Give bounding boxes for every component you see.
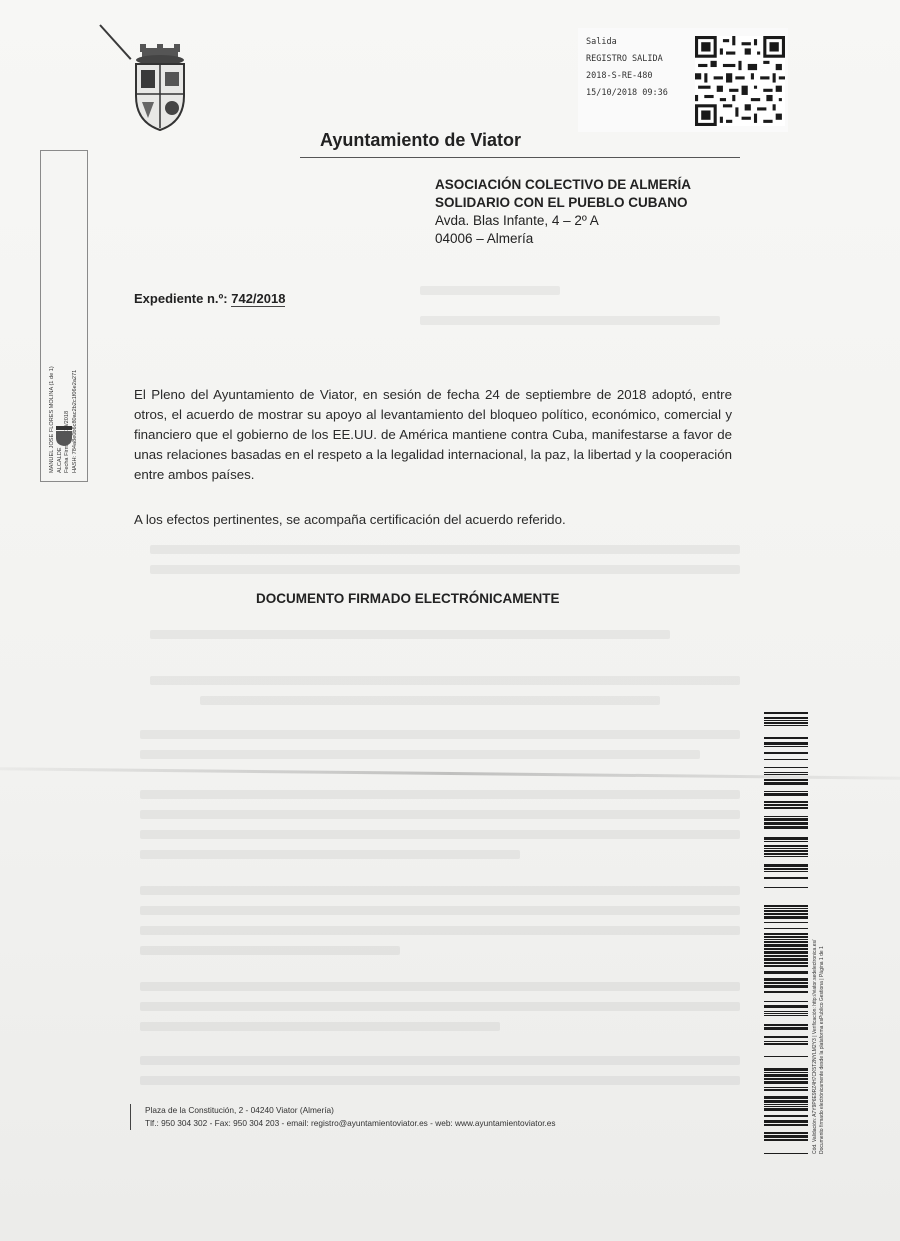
- signature-line: ALCALDE: [56, 447, 63, 473]
- qr-code-icon: [695, 36, 785, 126]
- recipient-line: SOLIDARIO CON EL PUEBLO CUBANO: [435, 195, 688, 210]
- show-through: [150, 545, 740, 554]
- expediente-label: Expediente n.º:: [134, 291, 228, 306]
- barcode-caption-line: Cód. Validación: A7Y9P6E9RZ4H7CK5T2NYLM2Y3 | Verificación: http://viator.sedelectronica.es/: [812, 939, 818, 1154]
- stamp-line: 15/10/2018 09:36: [586, 88, 668, 98]
- show-through: [140, 750, 700, 759]
- stamp-line: REGISTRO SALIDA: [586, 54, 663, 64]
- signature-sidebar: [40, 150, 88, 482]
- emblem-icon: [53, 425, 75, 447]
- page-title: Ayuntamiento de Viator: [320, 130, 522, 150]
- stamp-line: 2018-S-RE-480: [586, 71, 653, 81]
- show-through: [140, 946, 400, 955]
- show-through: [420, 316, 720, 325]
- expediente-number: 742/2018: [231, 291, 286, 306]
- barcode-caption: [812, 704, 825, 1154]
- show-through: [140, 830, 740, 839]
- show-through: [200, 696, 660, 705]
- show-through: [140, 850, 520, 859]
- show-through: [140, 810, 740, 819]
- show-through: [140, 1002, 740, 1011]
- title-divider: [300, 157, 740, 158]
- show-through: [150, 630, 670, 639]
- coat-of-arms-icon: [128, 44, 192, 132]
- registry-stamp: [578, 28, 788, 132]
- show-through: [140, 1056, 740, 1065]
- recipient-address: [435, 176, 691, 248]
- body-paragraph: El Pleno del Ayuntamiento de Viator, en sesión de fecha 24 de septiembre de 2018 adoptó, entre otros, el acuerdo de mostrar su apoyo al levantamiento del bloqueo político, económico, comercial y financiero que el gobierno de los EE.UU. de América mantiene contra Cuba, manifestarse a favor de unas relaciones basadas en el respeto a la legalidad internacional, la paz, la libertad y la cooperación entre ambos países.: [134, 387, 732, 482]
- show-through: [140, 926, 740, 935]
- show-through: [140, 906, 740, 915]
- footer-contact: Tlf.: 950 304 302 - Fax: 950 304 203 - email: registro@ayuntamientoviator.es - web: www.ayuntamientoviator.es: [145, 1118, 556, 1128]
- show-through: [140, 730, 740, 739]
- show-through: [140, 886, 740, 895]
- signed-notice: DOCUMENTO FIRMADO ELECTRÓNICAMENTE: [256, 591, 560, 606]
- barcode-caption-line: Documento firmado electrónicamente desde la plataforma esPublico Gestiona | Página 1 de 1: [818, 946, 825, 1154]
- show-through: [150, 565, 740, 574]
- stamp-text: [586, 34, 668, 102]
- attachment-note: A los efectos pertinentes, se acompaña certificación del acuerdo referido.: [134, 512, 566, 527]
- footer: [130, 1104, 556, 1130]
- pen-mark: [99, 24, 131, 60]
- recipient-street: Avda. Blas Infante, 4 – 2º A: [435, 213, 599, 228]
- signature-line: MANUEL JOSE FLORES MOLINA (1 de 1): [49, 366, 55, 473]
- signature-line: HASH: 784a8e0b6c80ac2b2c1f06e2a271: [71, 369, 78, 473]
- recipient-postal: 04006 – Almería: [435, 231, 534, 246]
- show-through: [140, 982, 740, 991]
- show-through: [140, 1022, 500, 1031]
- barcode-icon: [764, 712, 808, 1154]
- footer-address: Plaza de la Constitución, 2 - 04240 Viator (Almería): [145, 1105, 334, 1115]
- show-through: [150, 676, 740, 685]
- show-through: [140, 1076, 740, 1085]
- show-through: [140, 790, 740, 799]
- expediente: [134, 291, 285, 306]
- recipient-line: ASOCIACIÓN COLECTIVO DE ALMERÍA: [435, 177, 692, 192]
- show-through: [420, 286, 560, 295]
- stamp-line: Salida: [586, 37, 617, 47]
